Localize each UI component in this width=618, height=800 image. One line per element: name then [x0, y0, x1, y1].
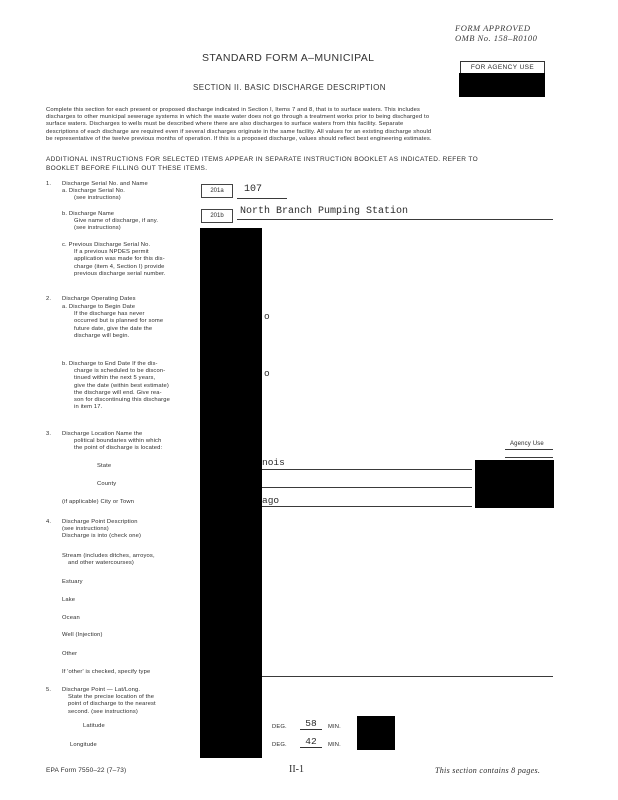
label-line: in item 17. — [74, 404, 103, 411]
discharge-name-line — [237, 219, 553, 220]
agency-use-box: FOR AGENCY USE — [460, 61, 545, 74]
section-title: SECTION II. BASIC DISCHARGE DESCRIPTION — [193, 83, 386, 92]
item-2-number: 2. — [46, 296, 52, 302]
omb-number: OMB No. 158–R0100 — [455, 33, 538, 43]
other-specify-line — [262, 676, 553, 677]
discharge-name: North Branch Pumping Station — [240, 206, 409, 217]
code-box-201b: 201b — [201, 209, 233, 223]
label-line: Discharge Point Description — [62, 519, 138, 525]
stream-option — [62, 553, 155, 567]
city-value-fragment: ago — [262, 495, 280, 506]
latitude-deg-label: DEG. — [272, 724, 287, 730]
item-1-number: 1. — [46, 181, 52, 187]
intro-paragraph — [46, 107, 566, 143]
intro-line: discharges to other municipal sewerage systems in which the waste water does not go through a treatment works prior to being discharged to — [46, 114, 430, 121]
item-2b-label — [62, 361, 170, 411]
redacted-block — [200, 228, 262, 758]
label-line: Stream (includes ditches, arroyos, — [62, 553, 155, 559]
label-line: Discharge Location Name the — [62, 431, 143, 437]
latitude-label: Latitude — [83, 723, 105, 729]
longitude-deg-label: DEG. — [272, 742, 287, 748]
serial-number-line — [237, 198, 287, 199]
discharge-serial-number: 107 — [244, 184, 263, 195]
label-line: a. Discharge Serial No. — [62, 188, 126, 194]
form-title: STANDARD FORM A–MUNICIPAL — [202, 52, 375, 64]
item-2-heading: Discharge Operating Dates — [62, 296, 136, 302]
redacted-block — [459, 73, 545, 97]
item-5-number: 5. — [46, 687, 52, 693]
form-number: EPA Form 7550–22 (7–73) — [46, 767, 127, 774]
item-1-heading: Discharge Serial No. and Name — [62, 181, 148, 187]
intro-line: be representative of the twelve previous months of operation. If this is a proposed discharge, values should reflect best engineering estimates. — [46, 135, 432, 142]
county-label: County — [97, 481, 117, 487]
label-line: charge (item 4, Section I) provide — [74, 263, 165, 270]
additional-line: BOOKLET BEFORE FILLING OUT THESE ITEMS. — [46, 164, 208, 172]
end-date-fragment: o — [264, 368, 270, 379]
redacted-block — [475, 460, 554, 508]
label-line: (see instructions) — [74, 195, 121, 202]
item-1b-label — [62, 211, 158, 233]
estuary-option: Estuary — [62, 579, 83, 585]
latitude-minutes: 58 — [300, 718, 322, 730]
other-specify-label: If 'other' is checked, specify type — [62, 669, 151, 675]
item-4-number: 4. — [46, 519, 52, 525]
label-line: (see instructions) — [62, 526, 109, 533]
item-2a-label — [62, 304, 163, 340]
item-1c-label — [62, 242, 166, 278]
label-line: b. Discharge Name — [62, 211, 115, 217]
label-line: future date, give the date the — [74, 325, 153, 332]
agency-use-line — [505, 449, 553, 450]
label-line: political boundaries within which — [74, 438, 162, 445]
begin-date-fragment: o — [264, 311, 270, 322]
label-line: give the date (within best estimate) — [74, 382, 169, 389]
label-line: (see instructions) — [74, 225, 121, 232]
form-approved — [455, 23, 537, 43]
state-value-fragment: nois — [262, 457, 285, 468]
label-line: tinued within the next 5 years, — [74, 375, 156, 382]
additional-instructions — [46, 156, 581, 173]
city-line — [262, 506, 472, 507]
agency-use-label: Agency Use — [510, 441, 544, 447]
code-box-201a: 201a — [201, 184, 233, 198]
label-line: discharge will begin. — [74, 332, 130, 339]
label-line: State the precise location of the — [68, 694, 155, 701]
item-3-number: 3. — [46, 431, 52, 437]
label-line: and other watercourses) — [68, 560, 134, 567]
county-line — [262, 487, 472, 488]
state-line — [262, 469, 472, 470]
label-line: previous discharge serial number. — [74, 270, 166, 277]
label-line: Discharge is into (check one) — [62, 533, 142, 540]
label-line: Discharge Point — Lat/Long. — [62, 687, 141, 693]
other-option: Other — [62, 651, 78, 657]
label-line: application was made for this dis- — [74, 256, 165, 263]
intro-line: Complete this section for each present or proposed discharge indicated in Section I, Items 7 and 8, that is to surface waters. This includes — [46, 107, 421, 113]
label-line: Give name of discharge, if any. — [74, 218, 159, 225]
longitude-minutes: 42 — [300, 736, 322, 748]
item-4-heading — [62, 519, 141, 541]
label-line: second. (see instructions) — [68, 708, 138, 715]
item-5-heading — [62, 687, 156, 716]
ocean-option: Ocean — [62, 615, 80, 621]
label-line: c. Previous Discharge Serial No. — [62, 242, 151, 248]
label-line: b. Discharge to End Date If the dis- — [62, 361, 158, 367]
longitude-min-label: MIN. — [328, 742, 341, 748]
longitude-label: Longitude — [70, 742, 97, 748]
label-line: If a previous NPDES permit — [74, 249, 149, 256]
item-1a-label — [62, 188, 125, 202]
agency-use-line — [505, 457, 553, 458]
city-label: (if applicable) City or Town — [62, 499, 135, 505]
label-line: occurred but is planned for some — [74, 318, 164, 325]
intro-line: surface waters. Discharges to wells must be described where there are also discharges to surface waters from this facility. Separate — [46, 121, 404, 128]
additional-line: ADDITIONAL INSTRUCTIONS FOR SELECTED ITEMS APPEAR IN SEPARATE INSTRUCTION BOOKLET AS INDICATED. REFER TO — [46, 156, 479, 163]
state-label: State — [97, 463, 112, 469]
form-approved-label: FORM APPROVED — [455, 23, 531, 33]
item-3-heading — [62, 431, 162, 453]
well-option: Well (Injection) — [62, 632, 103, 638]
pages-note: This section contains 8 pages. — [435, 766, 541, 775]
latitude-min-label: MIN. — [328, 724, 341, 730]
intro-line: descriptions of each discharge are required even if several discharges originate in the same facility. All values for an existing discharge should — [46, 128, 432, 135]
label-line: charge is scheduled to be discon- — [74, 368, 166, 375]
redacted-block — [357, 716, 395, 750]
label-line: the point of discharge is located: — [74, 445, 163, 452]
label-line: the discharge will end. Give rea- — [74, 389, 162, 396]
label-line: If the discharge has never — [74, 311, 145, 318]
lake-option: Lake — [62, 597, 76, 603]
page-number: II-1 — [289, 764, 304, 775]
label-line: a. Discharge to Begin Date — [62, 304, 136, 310]
label-line: point of discharge to the nearest — [68, 701, 156, 708]
label-line: son for discontinuing this discharge — [74, 397, 170, 404]
